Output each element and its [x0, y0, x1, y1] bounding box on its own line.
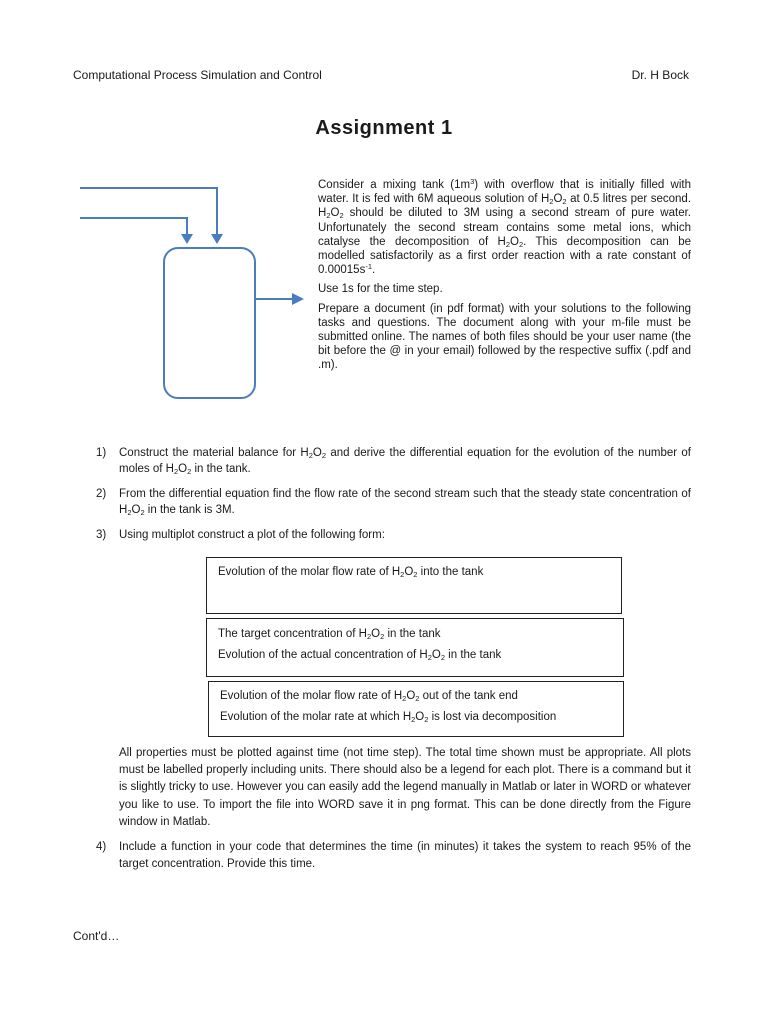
author-name: Dr. H Bock	[631, 68, 689, 82]
feed-stream-1-line	[80, 188, 217, 240]
feed-2-arrowhead	[181, 234, 193, 244]
continued-note: Cont'd…	[73, 929, 120, 943]
plot-instructions: All properties must be plotted against time (not time step). The total time shown must be appropriate. All plots must be labelled properly including units. There should also be a legend for each plot. There is a command but it is slightly tricky to use. However you can easily add the legend manually in Matlab or later in WORD or whatever you like to use. To import the file into WORD save it in png format. This can be done directly from the Figure window in Matlab.	[119, 747, 691, 828]
plot-box-2-line-1: The target concentration of $H_2O_2$ in the tank	[218, 628, 441, 641]
problem-statement	[318, 178, 691, 378]
question-text: From the differential equation find the flow rate of the second stream such that the steady state concentration of $H_2O_2$ in the tank is 3M.	[119, 488, 691, 517]
feed-1-arrowhead	[211, 234, 223, 244]
course-title: Computational Process Simulation and Control	[73, 68, 322, 82]
plot-box-3-line-1: Evolution of the molar flow rate of $H_2O_2$ out of the tank end	[220, 690, 518, 703]
plot-box-3-line-2: Evolution of the molar rate at which $H_2O_2$ is lost via decomposition	[220, 711, 557, 724]
question-1	[96, 446, 691, 477]
plot-box-1	[206, 557, 622, 614]
feed-stream-2-line	[80, 218, 187, 240]
plot-box-3	[208, 681, 624, 737]
plot-box-2	[206, 618, 624, 677]
plot-box-1-line-1: Evolution of the molar flow rate of $H_2O_2$ into the tank	[218, 566, 484, 579]
question-text: Construct the material balance for $H_2O_2$ and derive the differential equation for the evolution of the number of moles of $H_2O_2$ in the tank.	[119, 447, 691, 476]
page-title: Assignment 1	[315, 117, 453, 139]
question-number: 1)	[96, 447, 107, 459]
intro-paragraph-2: Use 1s for the time step.	[318, 283, 443, 296]
question-text: Using multiplot construct a plot of the following form:	[119, 529, 385, 541]
question-number: 3)	[96, 529, 107, 541]
question-number: 4)	[96, 841, 107, 853]
tank-vessel	[164, 248, 255, 398]
intro-paragraph-3: Prepare a document (in pdf format) with your solutions to the following tasks and questions. The document along with your m-file must be submitted online. The names of both files should be your user name (the bit before the @ in your email) followed by the respective suffix (.pdf and .m).	[318, 302, 691, 372]
mixing-tank-diagram	[70, 178, 310, 410]
intro-paragraph-1: Consider a mixing tank $(1m^3)$ with overflow that is initially filled with water. It is fed with 6M aqueous solution of $H_2O_2$ at 0.5 litres per second. $H_2O_2$ should be diluted to 3M using a second stream of pure water. Unfortunately the second stream contains some metal ions, which catalyse the decomposition of $H_2O_2$. This decomposition can be modelled satisfactorily as a first order reaction with a rate constant of $0.00015s^{-1}$.	[318, 177, 692, 277]
question-number: 2)	[96, 488, 107, 500]
question-3	[96, 528, 691, 544]
overflow-arrowhead	[292, 293, 304, 305]
question-4	[96, 839, 691, 873]
question-text: Include a function in your code that determines the time (in minutes) it takes the system to reach 95% of the target concentration. Provide this time.	[119, 841, 691, 870]
question-2	[96, 487, 691, 518]
plot-box-2-line-2: Evolution of the actual concentration of $H_2O_2$ in the tank	[218, 649, 502, 662]
